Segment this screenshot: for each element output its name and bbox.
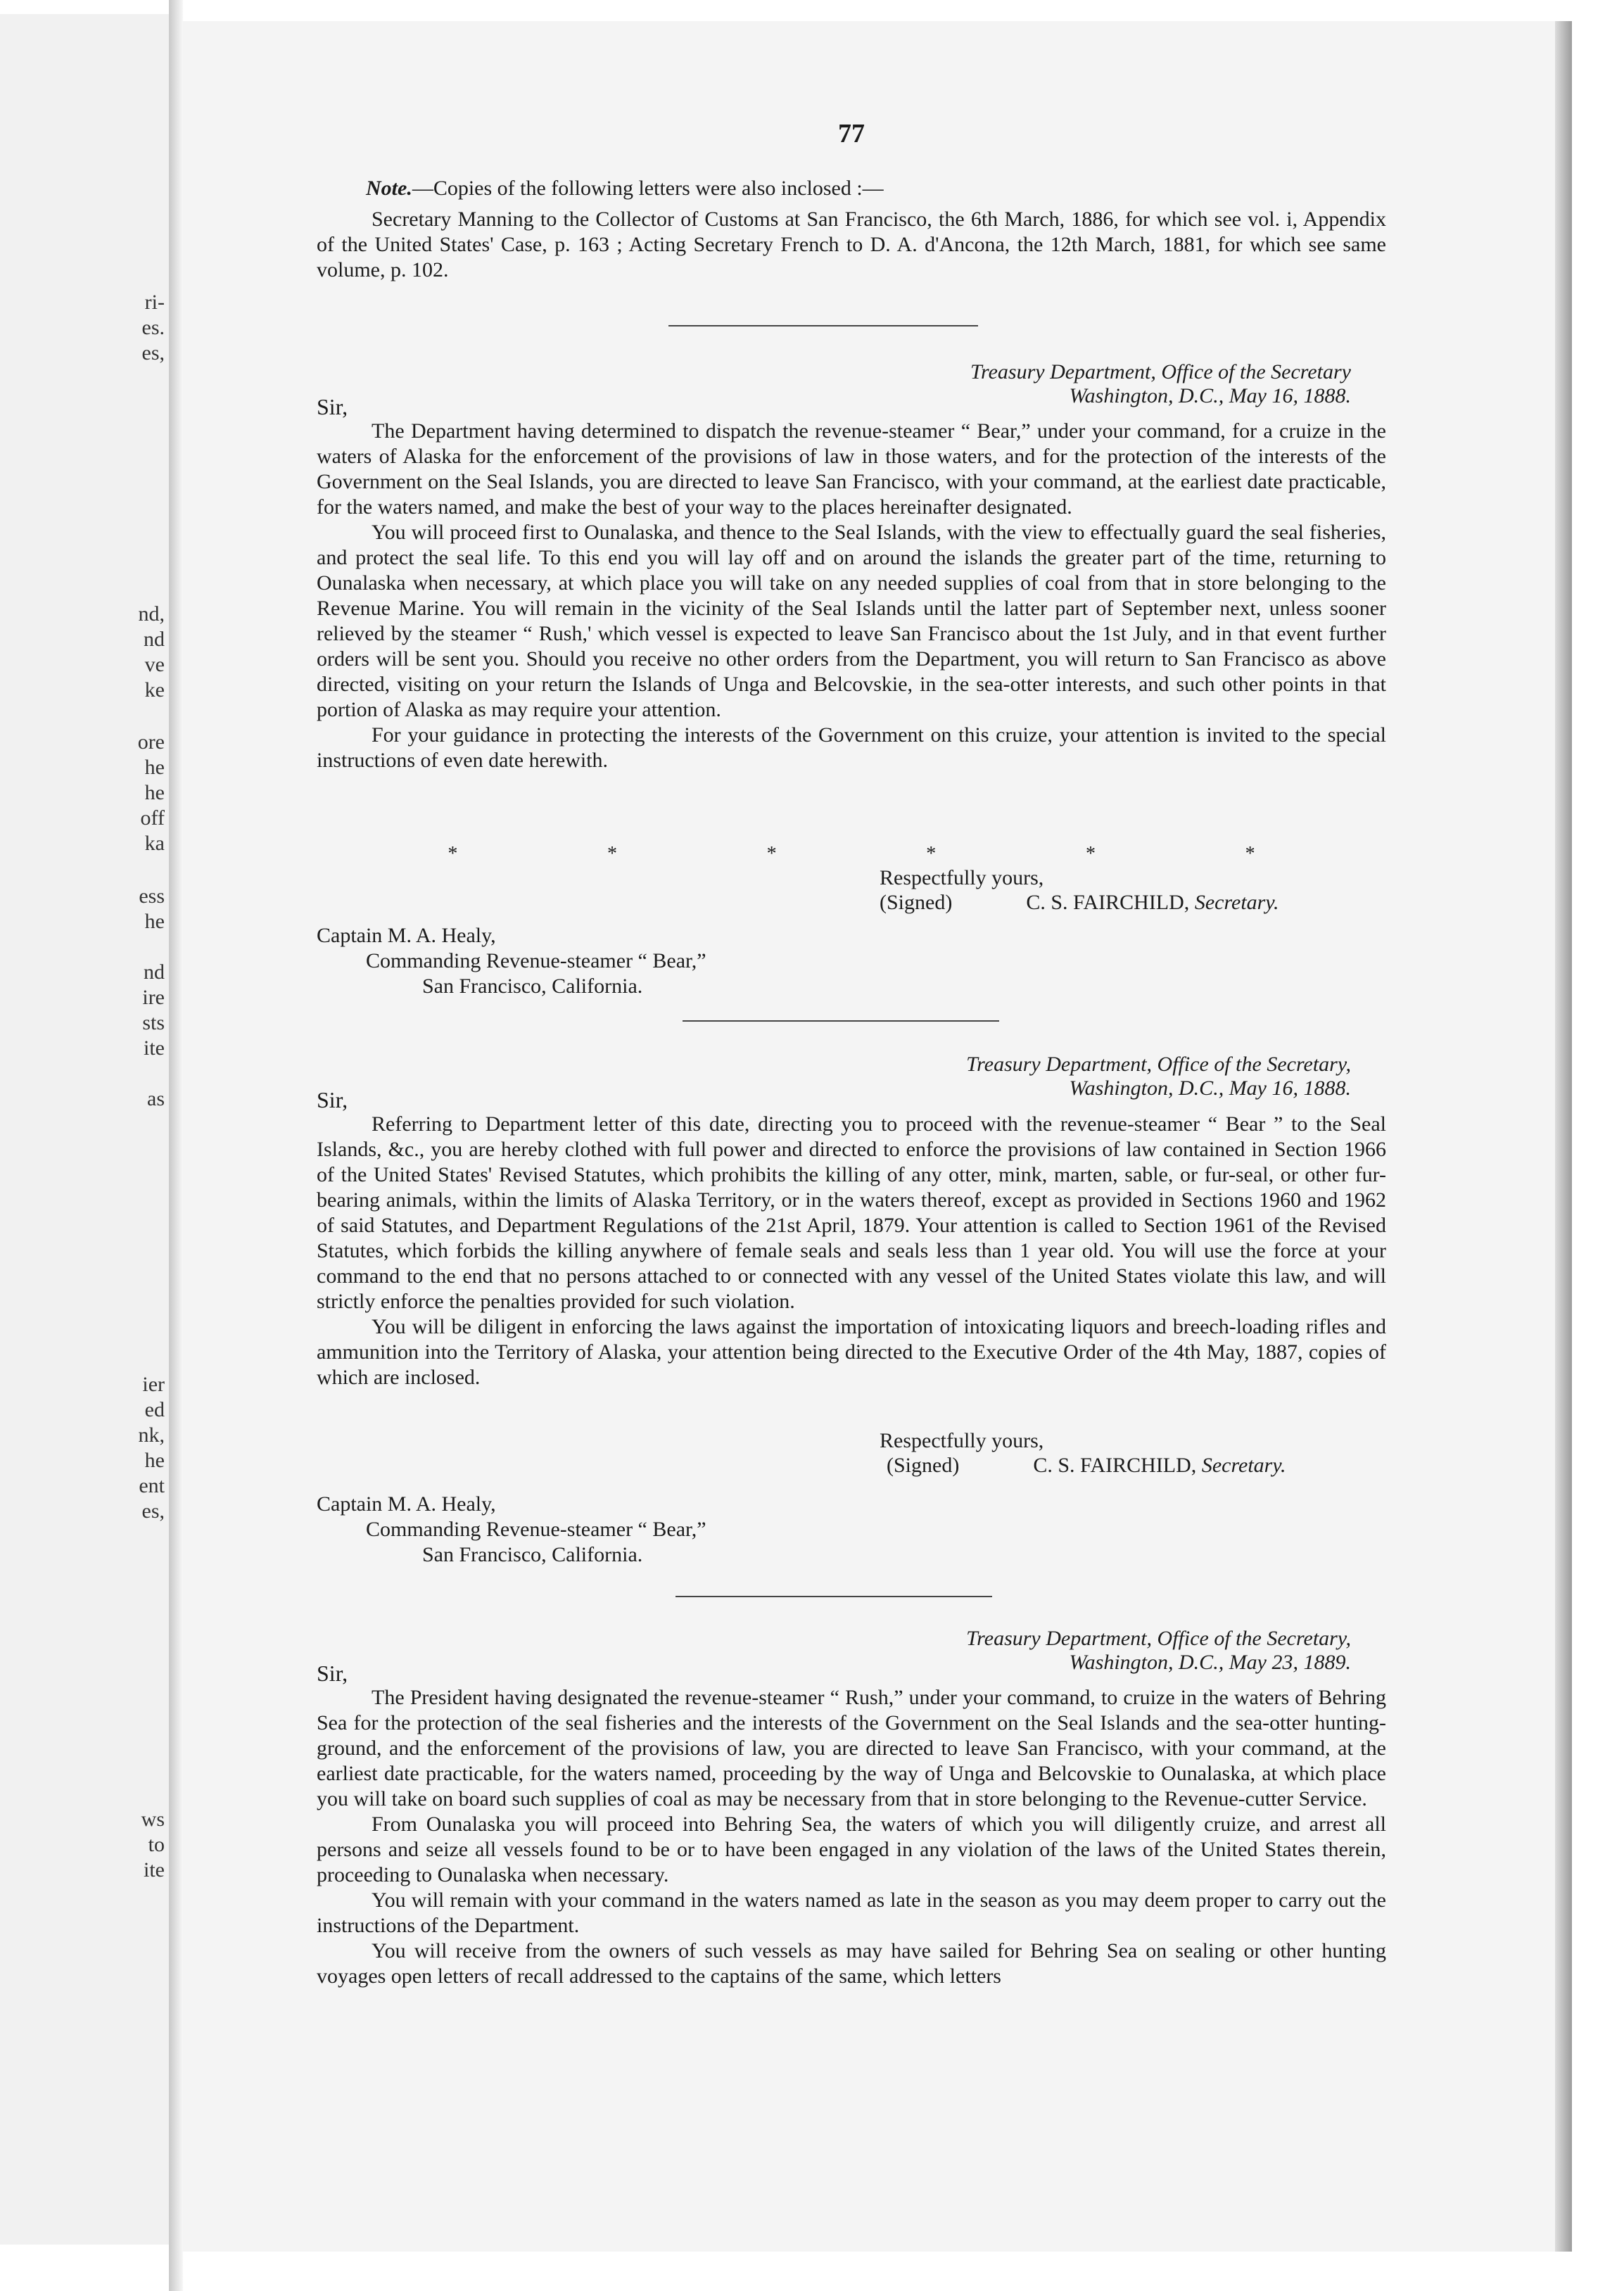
letter-3-paragraph: You will remain with your command in the waters named as late in the season as you may deem proper to carry out the instructions of the Department.: [317, 1889, 1386, 1937]
left-fragment: nk,: [138, 1423, 165, 1447]
star: *: [607, 843, 617, 865]
addressee-command: Commanding Revenue-steamer “ Bear,”: [366, 949, 706, 972]
letter-3-header-date: Washington, D.C., May 23, 1889.: [1069, 1651, 1351, 1674]
note-intro-text: —Copies of the following letters were also inclosed :—: [412, 177, 884, 200]
letter-2-salutation: Sir,: [317, 1087, 348, 1112]
left-fragment: ier: [142, 1373, 165, 1396]
addressee-location: San Francisco, California.: [422, 1543, 643, 1566]
left-fragment: ri-: [144, 291, 165, 314]
letter-3-header: [844, 1627, 1351, 1675]
left-fragment: he: [144, 756, 165, 779]
letter-1-header: [844, 360, 1351, 408]
letter-2-signature: [887, 1454, 1286, 1478]
signer-title: Secretary.: [1194, 891, 1279, 914]
signer-title: Secretary.: [1201, 1454, 1286, 1477]
letter-1-signature: [880, 891, 1279, 915]
letter-3-body: [317, 1685, 1386, 1989]
separator-rule: [675, 1596, 992, 1597]
left-fragment: to: [148, 1833, 165, 1856]
letter-1-body: [317, 419, 1386, 773]
letter-1-header-dept: Treasury Department, Office of the Secretary: [970, 360, 1351, 383]
letter-2-closing: Respectfully yours,: [880, 1429, 1044, 1452]
left-fragment: as: [147, 1087, 165, 1110]
addressee-location: San Francisco, California.: [422, 975, 643, 998]
page-edge-shadow: [1555, 21, 1572, 2252]
letter-1-header-date: Washington, D.C., May 16, 1888.: [1069, 384, 1351, 407]
letter-1-closing: Respectfully yours,: [880, 866, 1044, 889]
left-fragment: ess: [139, 884, 165, 908]
letter-2-header-dept: Treasury Department, Office of the Secretary,: [966, 1053, 1351, 1076]
letter-3-header-dept: Treasury Department, Office of the Secretary,: [966, 1627, 1351, 1650]
left-fragment: ore: [137, 730, 165, 754]
note-intro: [317, 176, 1386, 201]
star: *: [1245, 843, 1255, 865]
book-gutter: [169, 0, 183, 2291]
left-page-edge: [0, 14, 169, 2245]
note-block: [317, 176, 1386, 283]
left-fragment: ite: [144, 1036, 165, 1060]
left-fragment: he: [144, 781, 165, 804]
left-fragment: ent: [139, 1474, 165, 1497]
note-lead: Note.: [366, 177, 412, 200]
addressee-name: Captain M. A. Healy,: [317, 924, 496, 947]
star: *: [1085, 843, 1096, 865]
left-fragment: ire: [142, 986, 165, 1009]
letter-1-paragraph: The Department having determined to dispatch the revenue-steamer “ Bear,” under your command, for a cruize in the waters of Alaska for the enforcement of the provisions of law in those waters, and for the protection of the interests of the Government on the Seal Islands, you are directed to leave San Francisco, with your command, at the earliest date practicable, for the waters named, and make the best of your way to the places hereinafter designated.: [317, 419, 1386, 519]
letter-2-addressee: [317, 1492, 706, 1568]
left-fragment: ed: [144, 1398, 165, 1421]
signer-name: C. S. FAIRCHILD,: [1026, 891, 1190, 914]
left-fragment: off: [140, 806, 165, 830]
letter-2-paragraph: Referring to Department letter of this date, directing you to proceed with the revenue-steamer “ Bear ” to the Seal Islands, &c., you are hereby clothed with full power and directed to enforce the provisions of law contained in Section 1966 of the United States' Revised Statutes, which prohibits the killing of any otter, mink, marten, sable, or fur-seal, or other fur-bearing animals, within the limits of Alaska Territory, or in the waters thereof, except as provided in Sections 1960 and 1962 of said Statutes, and Department Regulations of the 21st April, 1879. Your attention is called to Section 1961 of the Revised Statutes, which forbids the killing anywhere of female seals and seals less than 1 year old. You will use the force at your command to the end that no persons attached to or connected with any vessel of the United States violate this law, and will strictly enforce the penalties provided for such violation.: [317, 1112, 1386, 1313]
letter-3-paragraph: You will receive from the owners of such vessels as may have sailed for Behring Sea on sealing or other hunting voyages open letters of recall addressed to the captains of the same, which letters: [317, 1939, 1386, 1988]
letter-2-header: [844, 1053, 1351, 1100]
letter-2-header-date: Washington, D.C., May 16, 1888.: [1069, 1077, 1351, 1100]
letter-1-addressee: [317, 923, 706, 999]
letter-1-paragraph: For your guidance in protecting the interests of the Government on this cruize, your attention is invited to the special instructions of even date herewith.: [317, 723, 1386, 772]
left-fragment: he: [144, 910, 165, 933]
signed-label: (Signed): [887, 1454, 960, 1477]
left-fragment: es,: [141, 1499, 165, 1523]
left-fragment: es.: [141, 316, 165, 339]
left-fragment: ka: [144, 832, 165, 855]
left-fragment: ws: [141, 1808, 165, 1831]
star: *: [766, 843, 777, 865]
left-fragment: nd: [144, 960, 165, 984]
letter-3-paragraph: The President having designated the revenue-steamer “ Rush,” under your command, to cruize in the waters of Behring Sea for the protection of the seal fisheries and the interests of the Government on the Seal Islands and the sea-otter hunting-ground, and the enforcement of the provisions of law, you are directed to leave San Francisco, with your command, at the earliest date practicable, for the waters named, proceeding by the way of Unga and Belcovskie to Ounalaska, at which place you will take on board such supplies of coal as may be necessary from that in store belonging to the Revenue-cutter Service.: [317, 1686, 1386, 1810]
letter-2-body: [317, 1112, 1386, 1390]
letter-1-salutation: Sir,: [317, 394, 348, 419]
letter-3-paragraph: From Ounalaska you will proceed into Behring Sea, the waters of which you will diligently cruize, and arrest all persons and seize all vessels found to be or to have been engaged in any violation of the laws of the United States therein, proceeding to Ounalaska when necessary.: [317, 1813, 1386, 1886]
page-number: 77: [838, 119, 865, 148]
left-fragment: he: [144, 1449, 165, 1472]
left-fragment: nd,: [138, 602, 165, 626]
letter-3-salutation: Sir,: [317, 1661, 348, 1686]
note-body: Secretary Manning to the Collector of Customs at San Francisco, the 6th March, 1886, for which see vol. i, Appendix of the United States' Case, p. 163 ; Acting Secretary French to D. A. d'Ancona, the 12th March, 1881, for which see same volume, p. 102.: [317, 208, 1386, 281]
separator-rule: [668, 325, 978, 326]
left-fragment: ve: [144, 653, 165, 676]
star: *: [926, 843, 937, 865]
left-fragment: es,: [141, 341, 165, 364]
left-fragment: ke: [144, 678, 165, 702]
left-fragment: nd: [144, 628, 165, 651]
left-fragment: sts: [142, 1011, 165, 1034]
letter-1-paragraph: You will proceed first to Ounalaska, and thence to the Seal Islands, with the view to effectually guard the seal fisheries, and protect the seal life. To this end you will lay off and on around the islands the greater part of the time, returning to Ounalaska when necessary, at which place you will take on any needed supplies of coal from that in store belonging to the Revenue Marine. You will remain in the vicinity of the Seal Islands until the latter part of September next, unless sooner relieved by the steamer “ Rush,' which vessel is expected to leave San Francisco about the 1st July, and in that event further orders will be sent you. Should you receive no other orders from the Department, you will return to San Francisco as above directed, visiting on your return the Islands of Unga and Belcovskie, in the sea-otter interests, and such other points in that portion of Alaska as may require your attention.: [317, 521, 1386, 721]
addressee-name: Captain M. A. Healy,: [317, 1492, 496, 1516]
separator-rule: [683, 1020, 999, 1022]
letter-2-paragraph: You will be diligent in enforcing the laws against the importation of intoxicating liquors and breech-loading rifles and ammunition into the Territory of Alaska, your attention being directed to the Executive Order of the 4th May, 1887, copies of which are inclosed.: [317, 1315, 1386, 1389]
left-fragment: ite: [144, 1858, 165, 1881]
signer-name: C. S. FAIRCHILD,: [1033, 1454, 1197, 1477]
addressee-command: Commanding Revenue-steamer “ Bear,”: [366, 1518, 706, 1541]
signed-label: (Signed): [880, 891, 953, 914]
star: *: [448, 843, 458, 865]
ellipsis-stars: [317, 843, 1386, 865]
